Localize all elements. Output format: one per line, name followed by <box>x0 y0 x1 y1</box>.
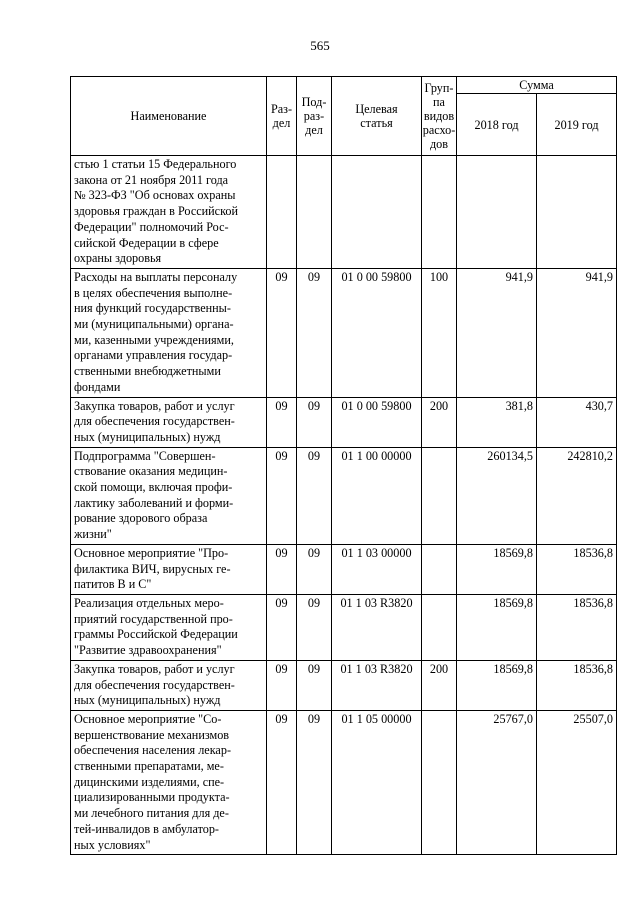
row-section-cell: 09 <box>267 710 297 854</box>
row-2019-value: 25507,0 <box>537 710 617 854</box>
row-2018-value <box>457 156 537 269</box>
row-subsection-cell: 09 <box>297 447 332 544</box>
row-section-cell: 09 <box>267 397 297 447</box>
table-row <box>71 660 617 710</box>
row-group-cell: 200 <box>422 397 457 447</box>
row-subsection-cell: 09 <box>297 544 332 594</box>
table-row <box>71 156 617 269</box>
row-2019-value: 18536,8 <box>537 594 617 660</box>
table-header <box>71 77 617 156</box>
row-article-cell <box>332 156 422 269</box>
row-article-cell: 01 1 05 00000 <box>332 710 422 854</box>
row-group-cell <box>422 156 457 269</box>
row-2019-value: 242810,2 <box>537 447 617 544</box>
table-body <box>71 156 617 855</box>
row-2018-value: 18569,8 <box>457 544 537 594</box>
row-2019-value: 941,9 <box>537 268 617 397</box>
row-article-cell: 01 0 00 59800 <box>332 397 422 447</box>
row-article-cell: 01 1 03 R3820 <box>332 594 422 660</box>
row-2018-value: 18569,8 <box>457 594 537 660</box>
row-subsection-cell: 09 <box>297 710 332 854</box>
row-2019-value: 18536,8 <box>537 660 617 710</box>
header-section: Раз- дел <box>267 77 297 156</box>
row-2018-value: 381,8 <box>457 397 537 447</box>
row-name-cell: Подпрограмма "Совершен- ствование оказания медицин- ской помощи, включая профи- лактику заболеваний и форми- рование здорового образа жизни" <box>71 447 267 544</box>
row-section-cell: 09 <box>267 660 297 710</box>
header-expense-group: Груп- па видов расхо- дов <box>422 77 457 156</box>
header-sum: Сумма <box>457 77 617 94</box>
row-group-cell <box>422 544 457 594</box>
row-group-cell <box>422 447 457 544</box>
row-article-cell: 01 1 03 R3820 <box>332 660 422 710</box>
row-name-cell: Основное мероприятие "Про- филактика ВИЧ, вирусных ге- патитов В и С" <box>71 544 267 594</box>
row-2018-value: 260134,5 <box>457 447 537 544</box>
table-row <box>71 397 617 447</box>
row-2019-value: 430,7 <box>537 397 617 447</box>
row-subsection-cell: 09 <box>297 268 332 397</box>
row-subsection-cell: 09 <box>297 397 332 447</box>
budget-table <box>70 76 617 855</box>
row-group-cell: 100 <box>422 268 457 397</box>
row-subsection-cell: 09 <box>297 660 332 710</box>
table-row <box>71 447 617 544</box>
row-section-cell: 09 <box>267 268 297 397</box>
row-2019-value: 18536,8 <box>537 544 617 594</box>
row-name-cell: Реализация отдельных меро- приятий государственной про- граммы Российской Федерации "Развитие здравоохранения" <box>71 594 267 660</box>
header-year-2018: 2018 год <box>457 94 537 156</box>
header-subsection: Под- раз- дел <box>297 77 332 156</box>
row-group-cell: 200 <box>422 660 457 710</box>
row-subsection-cell <box>297 156 332 269</box>
header-name: Наименование <box>71 77 267 156</box>
row-section-cell <box>267 156 297 269</box>
row-group-cell <box>422 594 457 660</box>
row-2019-value <box>537 156 617 269</box>
row-article-cell: 01 1 00 00000 <box>332 447 422 544</box>
row-subsection-cell: 09 <box>297 594 332 660</box>
row-article-cell: 01 1 03 00000 <box>332 544 422 594</box>
page-number: 565 <box>310 38 330 53</box>
row-name-cell: стью 1 статьи 15 Федерального закона от 21 ноября 2011 года № 323-ФЗ "Об основах охраны здоровья граждан в Российской Федерации" полномочий Рос- сийской Федерации в сфере охраны здоровья <box>71 156 267 269</box>
header-target-article: Целевая статья <box>332 77 422 156</box>
row-group-cell <box>422 710 457 854</box>
header-year-2019: 2019 год <box>537 94 617 156</box>
row-name-cell: Закупка товаров, работ и услуг для обеспечения государствен- ных (муниципальных) нужд <box>71 397 267 447</box>
table-row <box>71 594 617 660</box>
table-row <box>71 544 617 594</box>
row-section-cell: 09 <box>267 544 297 594</box>
table-row <box>71 710 617 854</box>
row-section-cell: 09 <box>267 447 297 544</box>
row-2018-value: 941,9 <box>457 268 537 397</box>
row-name-cell: Закупка товаров, работ и услуг для обеспечения государствен- ных (муниципальных) нужд <box>71 660 267 710</box>
table-row <box>71 268 617 397</box>
row-name-cell: Расходы на выплаты персоналу в целях обеспечения выполне- ния функций государственны- ми (муниципальными) органа- ми, казенными учреждениями, органами управления государ- ственными внебюджетными фондами <box>71 268 267 397</box>
row-article-cell: 01 0 00 59800 <box>332 268 422 397</box>
row-2018-value: 25767,0 <box>457 710 537 854</box>
row-section-cell: 09 <box>267 594 297 660</box>
row-2018-value: 18569,8 <box>457 660 537 710</box>
row-name-cell: Основное мероприятие "Со- вершенствование механизмов обеспечения населения лекар- ственными препаратами, ме- дицинскими изделиями, спе- циализированными продукта- ми лечебного питания для де- тей-инвалидов в амбулатор- ных условиях" <box>71 710 267 854</box>
